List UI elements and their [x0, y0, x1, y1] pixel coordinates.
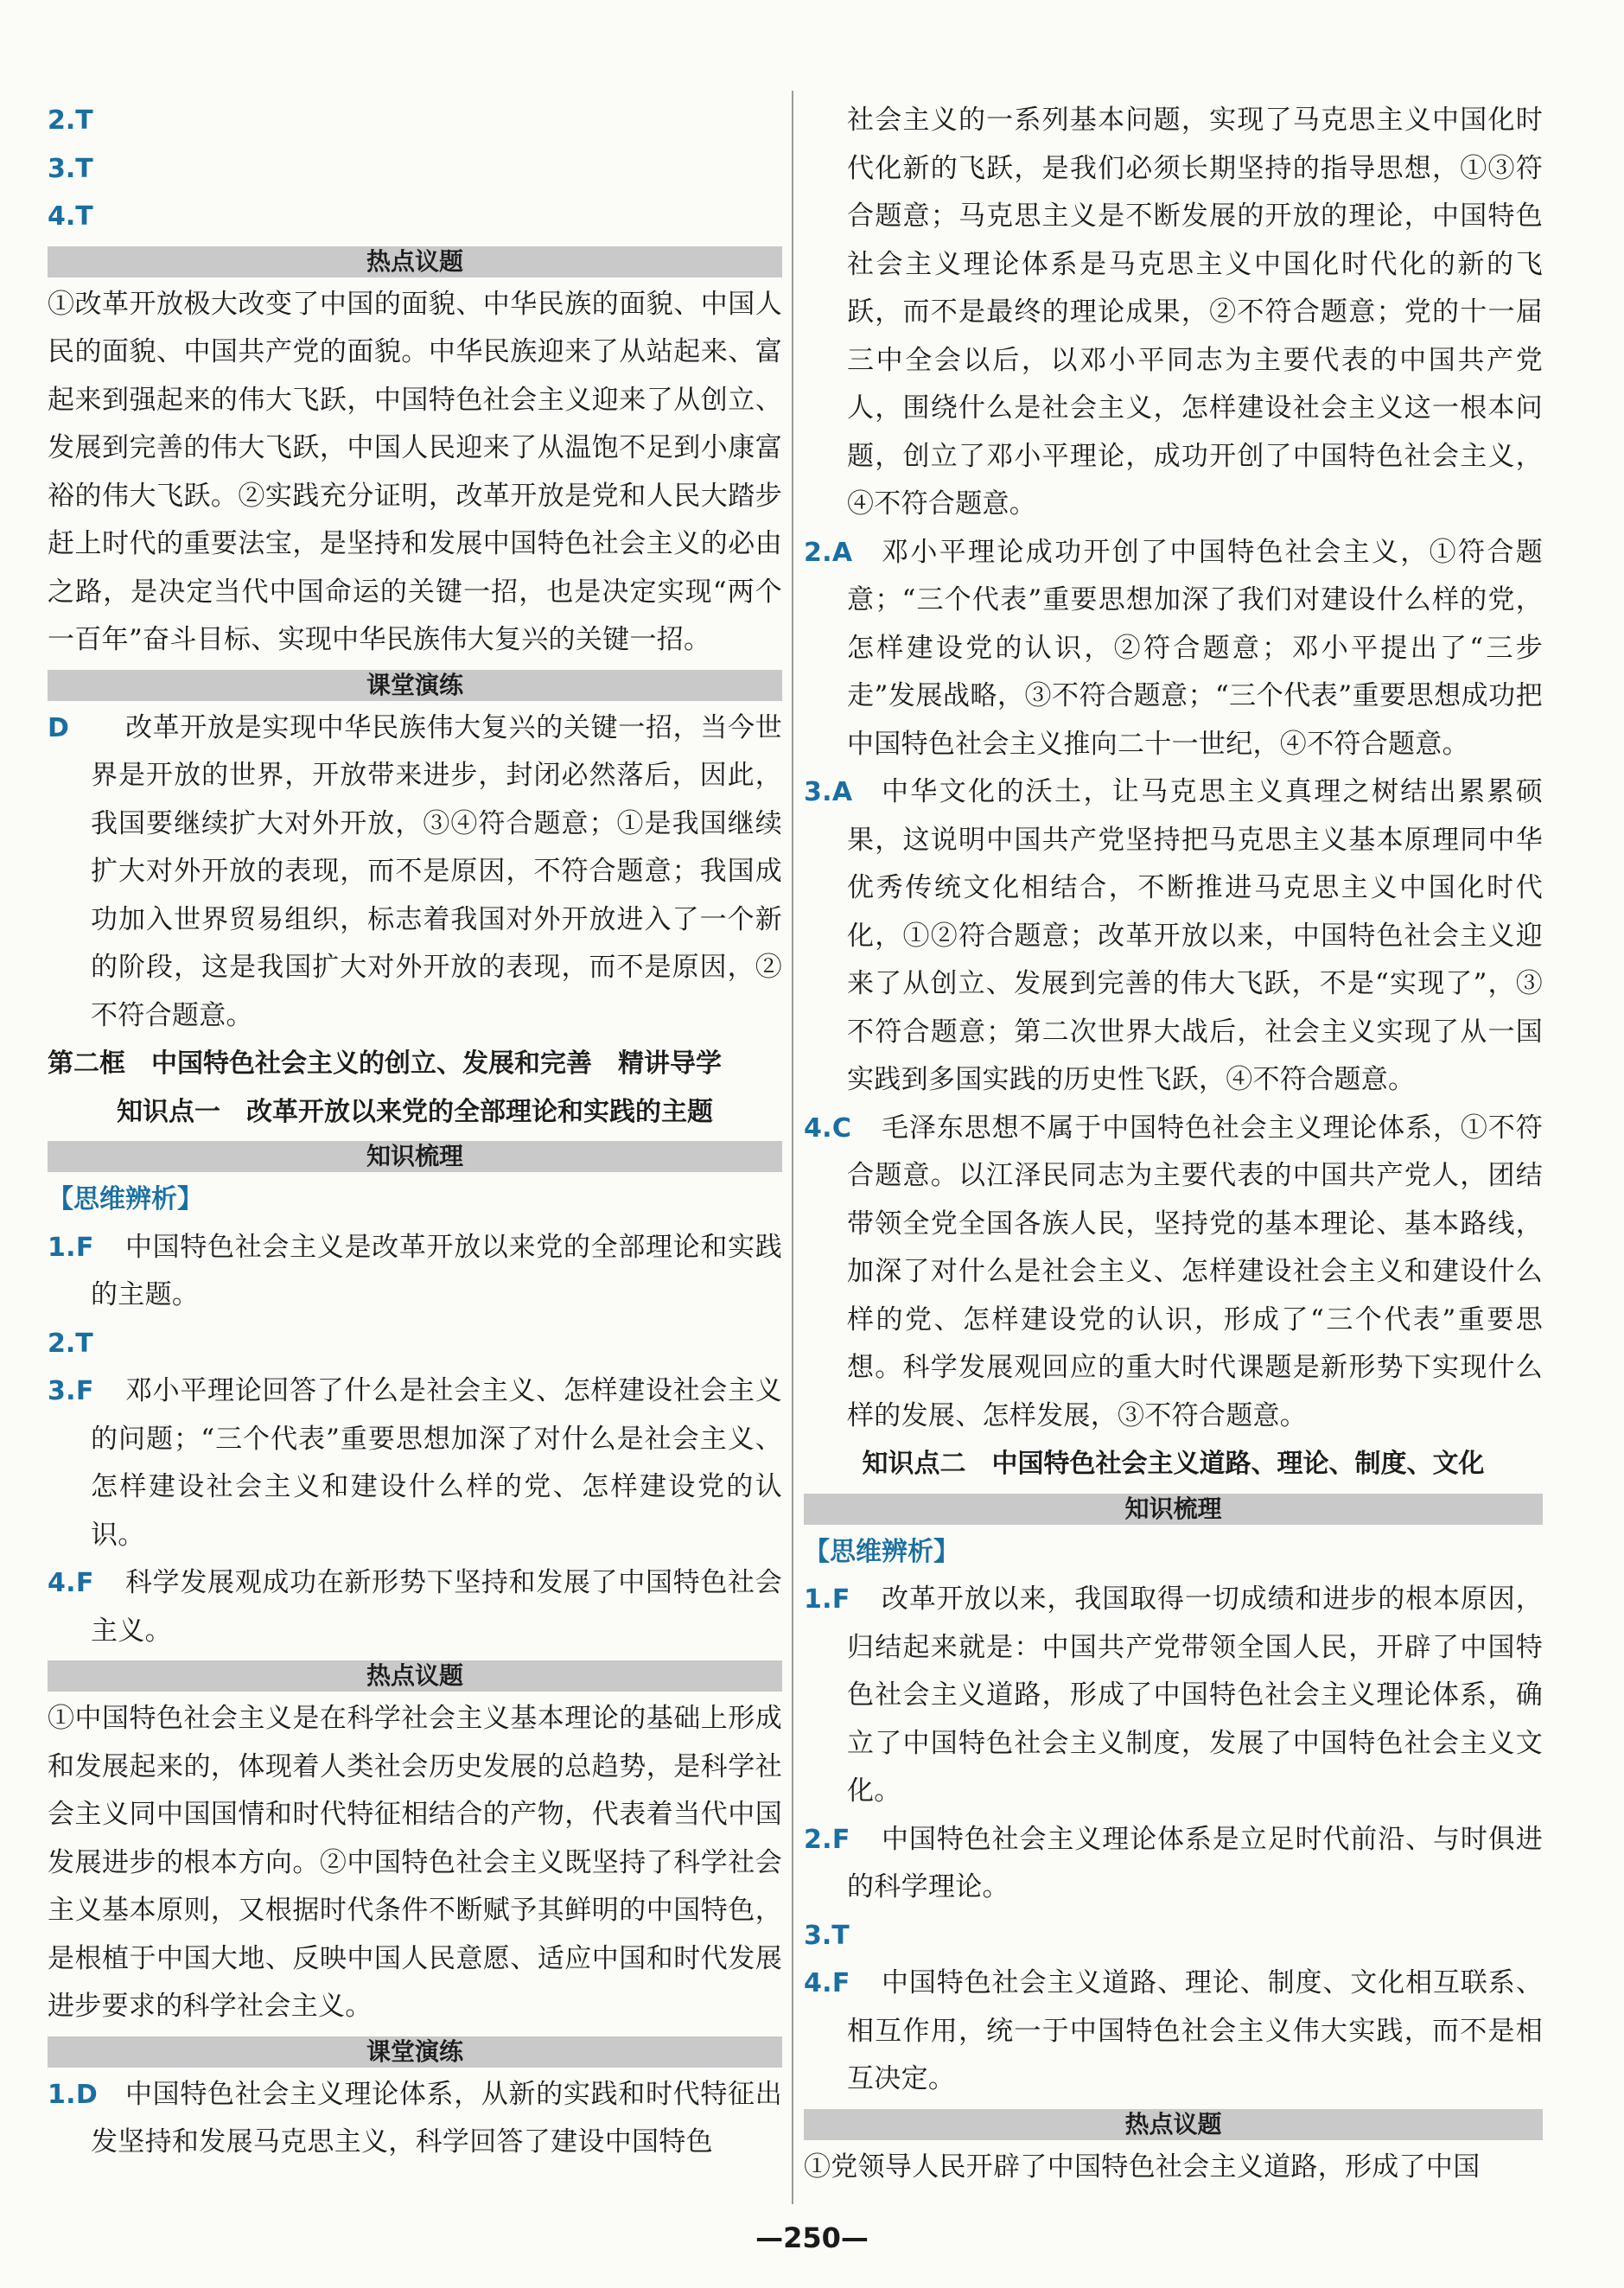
- section-bar-practice: 课堂演练: [48, 670, 782, 701]
- practice-answer: [804, 529, 1543, 769]
- answer-explanation: 改革开放以来，我国取得一切成绩和进步的根本原因，归结起来就是：中国共产党带领全国人民，开辟了中国特色社会主义道路，形成了中国特色社会主义理论体系，确立了中国特色社会主义制度，发展了中国特色社会主义文化。: [847, 1584, 1543, 1807]
- judgement-item: [48, 1367, 782, 1559]
- answer-label: 4.C: [804, 1112, 852, 1144]
- section-bar-hot-topic: 热点议题: [804, 2109, 1543, 2140]
- answer-label: D: [48, 712, 70, 743]
- section-bar-hot-topic: 热点议题: [48, 246, 782, 277]
- practice-answer: [48, 704, 782, 1041]
- answer-label: 3.A: [804, 777, 853, 807]
- answer-label: 4.F: [804, 1968, 850, 1998]
- answer-label: 3.T: [48, 153, 93, 184]
- answer-label: 1.F: [48, 1232, 94, 1263]
- practice-answer-continued: [804, 97, 1543, 529]
- left-column: [48, 97, 782, 2167]
- judgement-item: [48, 1224, 782, 1320]
- answer-label: 2.T: [48, 105, 93, 136]
- thinking-analysis-label: 【思维辨析】: [804, 1536, 959, 1567]
- section-bar-hot-topic: 热点议题: [48, 1660, 782, 1692]
- answer-label: 2.F: [804, 1824, 850, 1855]
- answer-label: 2.A: [804, 537, 853, 568]
- answer-label: 1.D: [48, 2079, 99, 2110]
- column-divider: [792, 91, 793, 2204]
- hot-topic-paragraph: ①党领导人民开辟了中国特色社会主义道路，形成了中国: [804, 2151, 1481, 2183]
- answer-explanation: 中华文化的沃土，让马克思主义真理之树结出累累硕果，这说明中国共产党坚持把马克思主义基本原理同中华优秀传统文化相结合，不断推进马克思主义中国化时代化，①②符合题意；改革开放以来，中国特色社会主义迎来了从创立、发展到完善的伟大飞跃，不是“实现了”，③不符合题意；第二次世界大战后，社会主义实现了从一国实践到多国实践的历史性飞跃，④不符合题意。: [847, 776, 1543, 1095]
- answer-explanation: 毛泽东思想不属于中国特色社会主义理论体系，①不符合题意。以江泽民同志为主要代表的中国共产党人，团结带领全党全国各族人民，坚持党的基本理论、基本路线，加深了对什么是社会主义、怎样建设社会主义和建设什么样的党、怎样建设党的认识，形成了“三个代表”重要思想。科学发展观回应的重大时代课题是新形势下实现什么样的发展、怎样发展，③不符合题意。: [847, 1112, 1543, 1431]
- section-bar-practice: 课堂演练: [48, 2036, 782, 2068]
- thinking-analysis-label: 【思维辨析】: [48, 1184, 203, 1214]
- page-number: —250—: [755, 2221, 869, 2254]
- judgement-item: [48, 1559, 782, 1655]
- answer-explanation: 邓小平理论成功开创了中国特色社会主义，①符合题意；“三个代表”重要思想加深了我们对建设什么样的党，怎样建设党的认识，②符合题意；邓小平提出了“三步走”发展战略，③不符合题意；“三个代表”重要思想成功把中国特色社会主义推向二十一世纪，④不符合题意。: [847, 536, 1543, 760]
- knowledge-point-heading: 知识点二 中国特色社会主义道路、理论、制度、文化: [862, 1449, 1485, 1479]
- practice-answer: [804, 768, 1543, 1105]
- practice-answer: [804, 1105, 1543, 1441]
- answer-explanation: 邓小平理论回答了什么是社会主义、怎样建设社会主义的问题；“三个代表”重要思想加深了对什么是社会主义、怎样建设社会主义和建设什么样的党、怎样建设党的认识。: [91, 1375, 782, 1551]
- answer-explanation: 中国特色社会主义是改革开放以来党的全部理论和实践的主题。: [91, 1231, 782, 1310]
- answer-explanation: 改革开放是实现中华民族伟大复兴的关键一招，当今世界是开放的世界，开放带来进步，封闭必然落后，因此，我国要继续扩大对外开放，③④符合题意；①是我国继续扩大对外开放的表现，而不是原因，不符合题意；我国成功加入世界贸易组织，标志着我国对外开放进入了一个新的阶段，这是我国扩大对外开放的表现，而不是原因，②不符合题意。: [91, 711, 782, 1031]
- section-bar-knowledge: 知识梳理: [48, 1141, 782, 1172]
- right-column: [804, 97, 1543, 2191]
- answer-explanation: 中国特色社会主义道路、理论、制度、文化相互联系、相互作用，统一于中国特色社会主义伟大实践，而不是相互决定。: [847, 1967, 1543, 2094]
- judgement-item: [804, 1960, 1543, 2104]
- answer-explanation: 社会主义的一系列基本问题，实现了马克思主义中国化时代化新的飞跃，是我们必须长期坚持的指导思想，①③符合题意；马克思主义是不断发展的开放的理论，中国特色社会主义理论体系是马克思主义中国化时代化的新的飞跃，而不是最终的理论成果，②不符合题意；党的十一届三中全会以后，以邓小平同志为主要代表的中国共产党人，围绕什么是社会主义，怎样建设社会主义这一根本问题，创立了邓小平理论，成功开创了中国特色社会主义，④不符合题意。: [847, 105, 1543, 519]
- section-heading: 第二框 中国特色社会主义的创立、发展和完善 精讲导学: [48, 1048, 722, 1079]
- answer-explanation: 中国特色社会主义理论体系是立足时代前沿、与时俱进的科学理论。: [847, 1823, 1543, 1902]
- answer-label: 2.T: [48, 1328, 93, 1359]
- answer-label: 1.F: [804, 1584, 850, 1615]
- answer-explanation: 中国特色社会主义理论体系，从新的实践和时代特征出发坚持和发展马克思主义，科学回答了建设中国特色: [91, 2078, 782, 2157]
- judgement-item: [804, 1816, 1543, 1912]
- answer-explanation: 科学发展观成功在新形势下坚持和发展了中国特色社会主义。: [91, 1567, 782, 1647]
- answer-label: 4.F: [48, 1568, 94, 1598]
- practice-answer: [48, 2071, 782, 2167]
- knowledge-point-heading: 知识点一 改革开放以来党的全部理论和实践的主题: [117, 1096, 713, 1127]
- hot-topic-paragraph: ①中国特色社会主义是在科学社会主义基本理论的基础上形成和发展起来的，体现着人类社会历史发展的总趋势，是科学社会主义同中国国情和时代特征相结合的产物，代表着当代中国发展进步的根本方向。②中国特色社会主义既坚持了科学社会主义基本原则，又根据时代条件不断赋予其鲜明的中国特色，是根植于中国大地、反映中国人民意愿、适应中国和时代发展进步要求的科学社会主义。: [48, 1703, 782, 2022]
- judgement-item: [804, 1576, 1543, 1816]
- hot-topic-paragraph: ①改革开放极大改变了中国的面貌、中华民族的面貌、中国人民的面貌、中国共产党的面貌。中华民族迎来了从站起来、富起来到强起来的伟大飞跃，中国特色社会主义迎来了从创立、发展到完善的伟大飞跃，中国人民迎来了从温饱不足到小康富裕的伟大飞跃。②实践充分证明，改革开放是党和人民大踏步赶上时代的重要法宝，是坚持和发展中国特色社会主义的必由之路，是决定当代中国命运的关键一招，也是决定实现“两个一百年”奋斗目标、实现中华民族伟大复兴的关键一招。: [48, 288, 782, 655]
- answer-label: 3.F: [48, 1376, 94, 1406]
- section-bar-knowledge: 知识梳理: [804, 1494, 1543, 1525]
- answer-label: 4.T: [48, 201, 93, 232]
- answer-label: 3.T: [804, 1920, 850, 1951]
